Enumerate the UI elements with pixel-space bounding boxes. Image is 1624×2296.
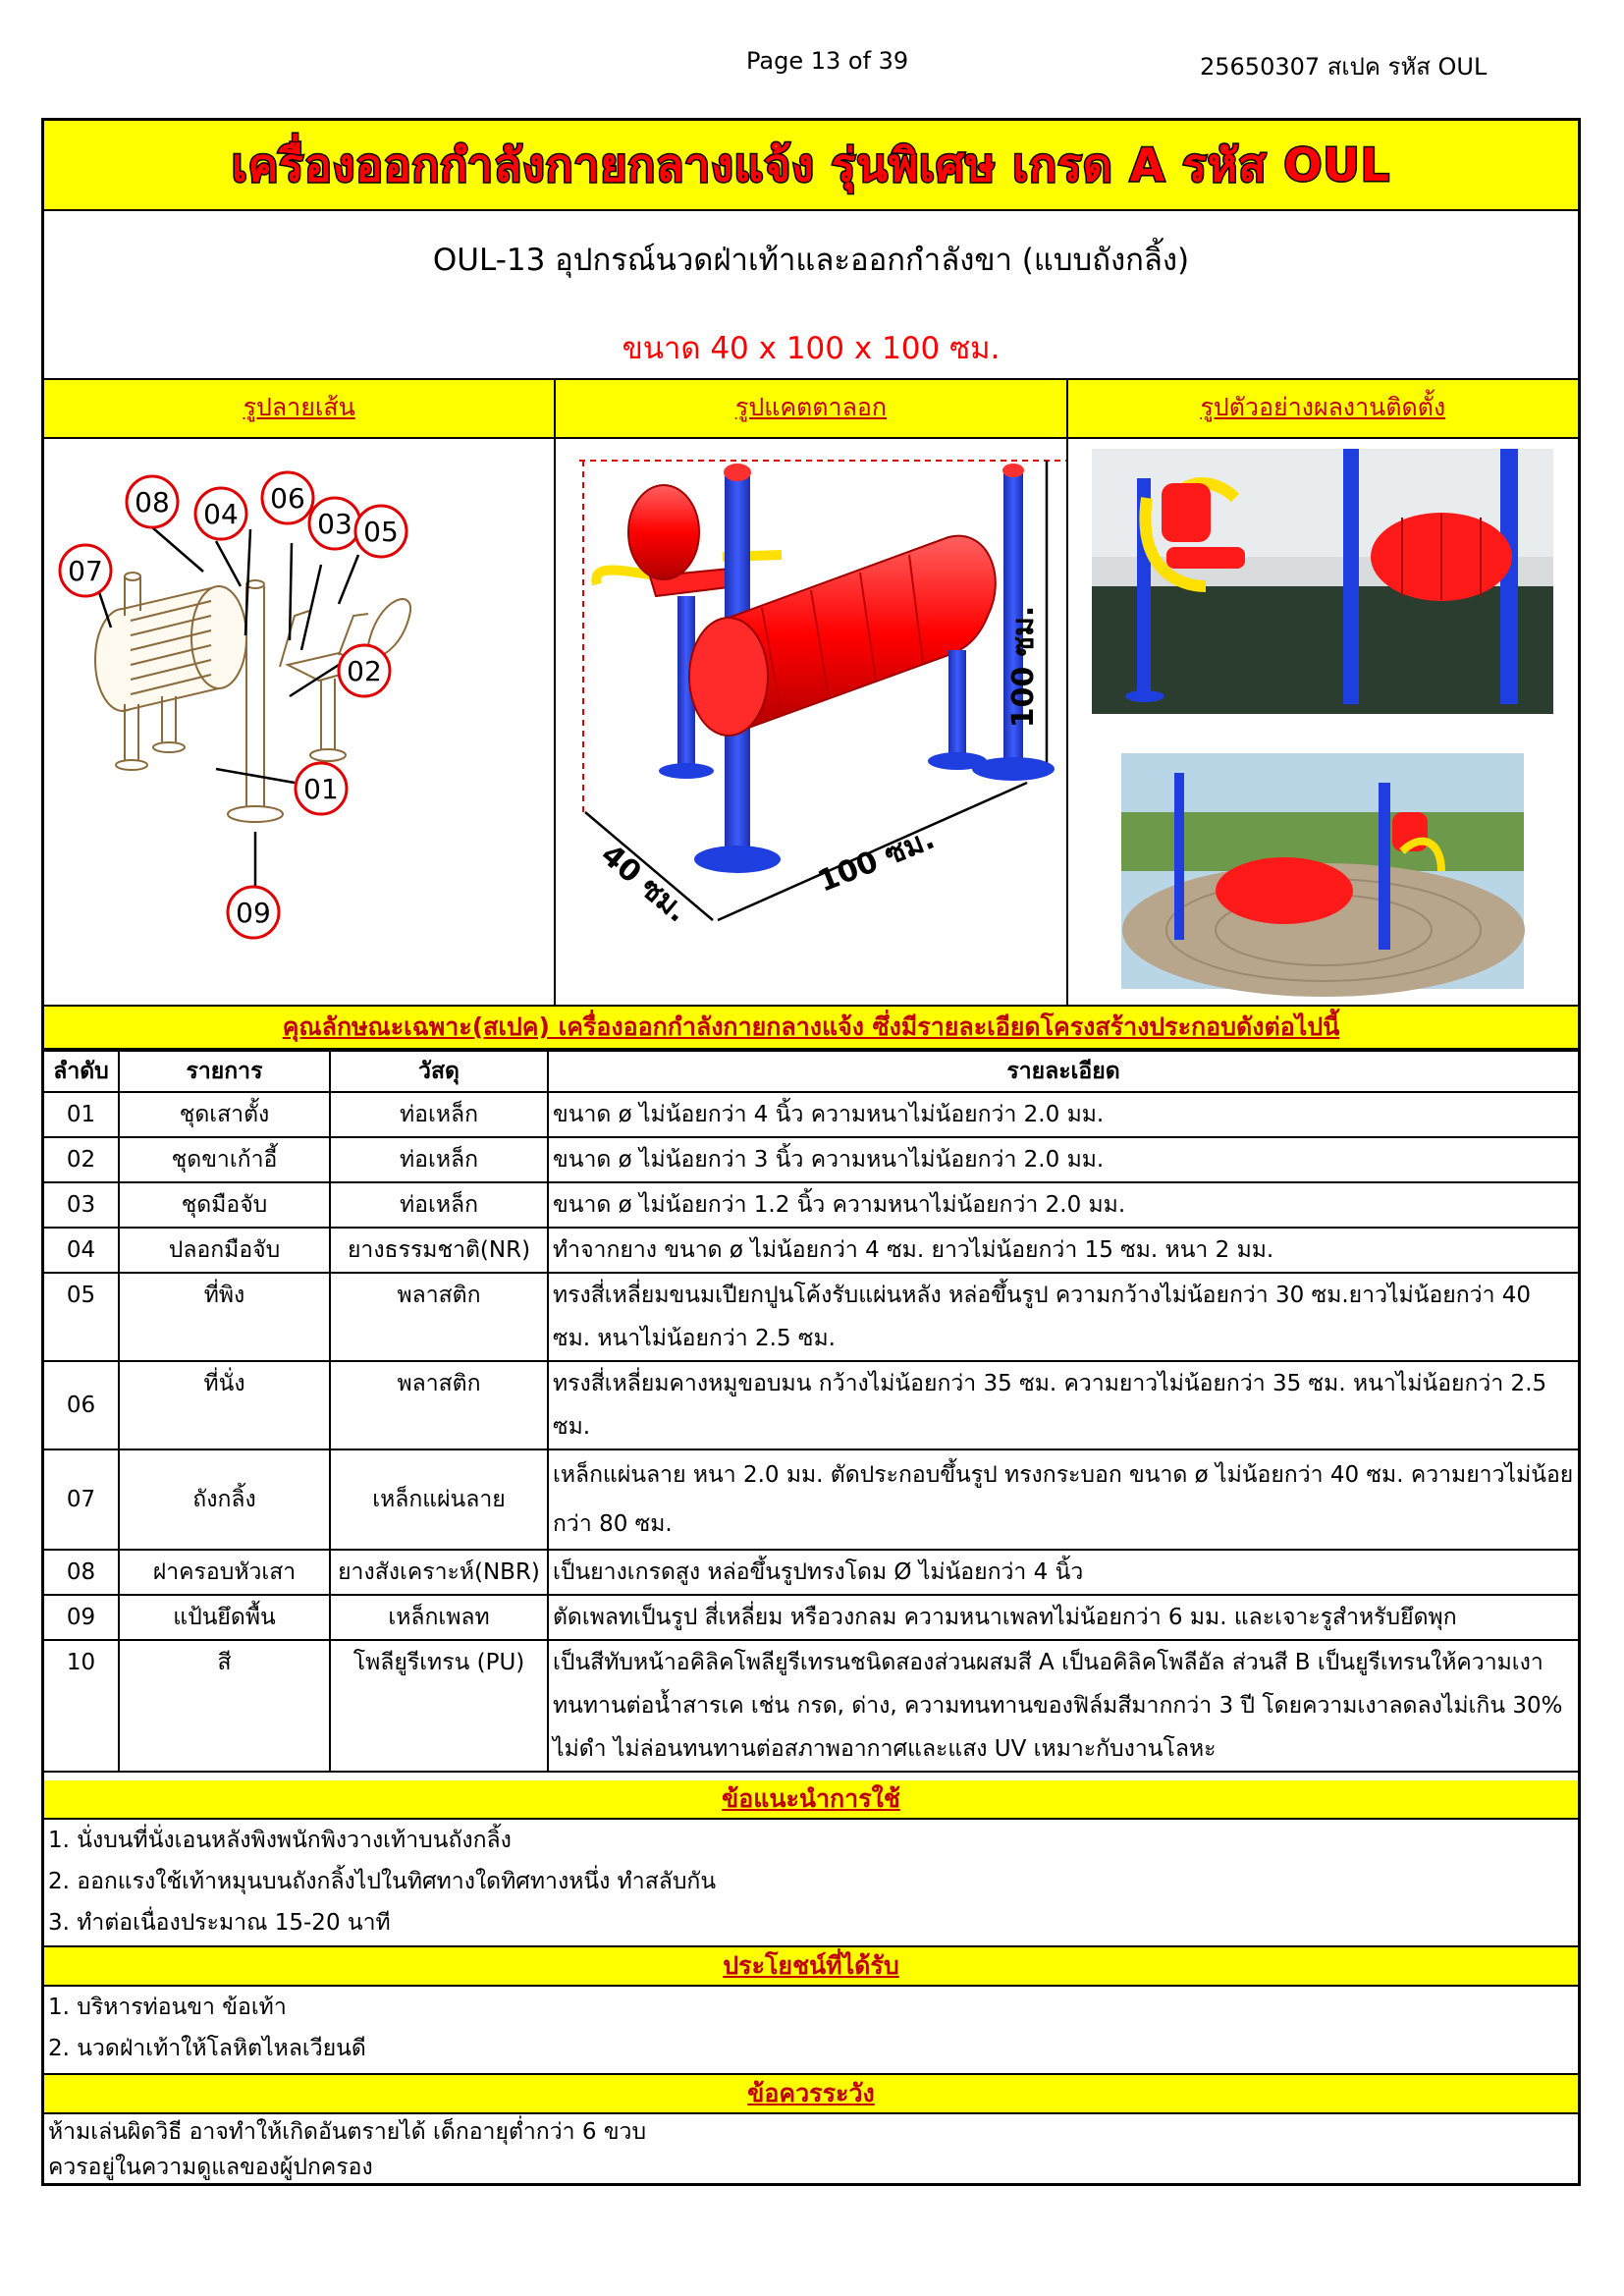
row-detail: ตัดเพลทเป็นรูป สี่เหลี่ยม หรือวงกลม ความหนาเพลทไม่น้อยกว่า 6 มม. และเจาะรูสำหรับยึดพุก <box>548 1595 1578 1640</box>
row-no: 08 <box>44 1550 119 1595</box>
row-detail: ทำจากยาง ขนาด ø ไม่น้อยกว่า 4 ซม. ยาวไม่น้อยกว่า 15 ซม. หนา 2 มม. <box>548 1228 1578 1273</box>
catalog-dim-depth: 40 ซม. <box>594 837 695 930</box>
benefits-heading: ประโยชน์ที่ได้รับ <box>44 1947 1578 1987</box>
table-row <box>44 1092 1578 1137</box>
drawing-label-02: 02 <box>347 655 382 687</box>
catalog-illustration <box>556 439 1066 1005</box>
table-row <box>44 1361 1578 1449</box>
row-material: โพลียูรีเทรน (PU) <box>330 1640 548 1772</box>
row-no: 03 <box>44 1182 119 1228</box>
row-material: พลาสติก <box>330 1273 548 1361</box>
row-material: เหล็กเพลท <box>330 1595 548 1640</box>
line-drawing-illustration <box>44 439 555 1005</box>
spec-table <box>44 1050 1578 1773</box>
row-no: 10 <box>44 1640 119 1772</box>
drawing-label-03: 03 <box>317 508 352 540</box>
drawing-label-01: 01 <box>303 773 339 805</box>
row-material: พลาสติก <box>330 1361 548 1449</box>
document-code: 25650307 สเปค รหัส OUL <box>1200 53 1488 81</box>
picture-row <box>44 439 1578 1007</box>
row-material: ท่อเหล็ก <box>330 1092 548 1137</box>
row-item: ชุดขาเก้าอี้ <box>119 1137 330 1182</box>
caution-list <box>44 2114 1578 2183</box>
spec-heading: คุณลักษณะเฉพาะ(สเปค) เครื่องออกกำลังกายกลางแจ้ง ซึ่งมีรายละเอียดโครงสร้างประกอบดังต่อไปนี้ <box>44 1007 1578 1050</box>
picture-headings <box>44 380 1578 439</box>
list-item: 2. ออกแรงใช้เท้าหมุนบนถังกลิ้งไปในทิศทางใดทิศทางหนึ่ง ทำสลับกัน <box>48 1869 717 1894</box>
usage-heading: ข้อแนะนำการใช้ <box>44 1780 1578 1820</box>
row-item: ชุดเสาตั้ง <box>119 1092 330 1137</box>
row-detail: ทรงสี่เหลี่ยมขนมเปียกปูนโค้งรับแผ่นหลัง หล่อขึ้นรูป ความกว้างไม่น้อยกว่า 30 ซม.ยาวไม่น้อยกว่า 40 ซม. หนาไม่น้อยกว่า 2.5 ซม. <box>548 1273 1578 1361</box>
banner-title: เครื่องออกกำลังกายกลางแจ้ง รุ่นพิเศษ เกรด A รหัส OUL <box>231 137 1391 191</box>
catalog-dim-height: 100 ซม. <box>1006 605 1042 729</box>
drawing-label-05: 05 <box>363 516 399 548</box>
benefits-list <box>44 1987 1578 2075</box>
row-no: 02 <box>44 1137 119 1182</box>
row-no: 04 <box>44 1228 119 1273</box>
row-no: 01 <box>44 1092 119 1137</box>
row-item: ปลอกมือจับ <box>119 1228 330 1273</box>
drawing-label-07: 07 <box>68 555 103 587</box>
table-row <box>44 1640 1578 1772</box>
spec-header-row <box>44 1051 1578 1092</box>
row-detail: ทรงสี่เหลี่ยมคางหมูขอบมน กว้างไม่น้อยกว่า 35 ซม. ความยาวไม่น้อยกว่า 35 ซม. หนาไม่น้อยกว่า 2.5 ซม. <box>548 1361 1578 1449</box>
catalog-heading: รูปแคตตาลอก <box>556 380 1067 437</box>
row-item: ถังกลิ้ง <box>119 1449 330 1550</box>
row-item: ชุดมือจับ <box>119 1182 330 1228</box>
table-row <box>44 1595 1578 1640</box>
row-material: เหล็กแผ่นลาย <box>330 1449 548 1550</box>
list-item: 1. บริหารท่อนขา ข้อเท้า <box>48 1995 287 2020</box>
table-row <box>44 1550 1578 1595</box>
product-title: OUL-13 อุปกรณ์นวดฝ่าเท้าและออกกำลังขา (แบบถังกลิ้ง) <box>432 243 1190 278</box>
row-detail: เป็นยางเกรดสูง หล่อขึ้นรูปทรงโดม Ø ไม่น้อยกว่า 4 นิ้ว <box>548 1550 1578 1595</box>
caution-heading: ข้อควรระวัง <box>44 2075 1578 2114</box>
col-material: วัสดุ <box>330 1051 548 1092</box>
row-no: 07 <box>44 1449 119 1550</box>
row-item: สี <box>119 1640 330 1772</box>
row-no: 06 <box>44 1361 119 1449</box>
table-row <box>44 1228 1578 1273</box>
col-item: รายการ <box>119 1051 330 1092</box>
product-size: ขนาด 40 x 100 x 100 ซม. <box>622 331 1001 366</box>
row-no: 05 <box>44 1273 119 1361</box>
table-row <box>44 1182 1578 1228</box>
row-detail: เป็นสีทับหน้าอคิลิคโพลียูรีเทรนชนิดสองส่วนผสมสี A เป็นอคิลิคโพลีอัล ส่วนสี B เป็นยูรีเทรนให้ความเงาทนทานต่อน้ำสารเค เช่น กรด, ด่าง, ความทนทานของฟิล์มสีมากกว่า 3 ปี โดยความเงาลดลงไม่เกิน 30% ไม่ดำ ไม่ล่อนทนทานต่อสภาพอากาศและแสง UV เหมาะกับงานโลหะ <box>548 1640 1578 1772</box>
catalog-dim-length: 100 ซม. <box>813 821 941 900</box>
row-detail: เหล็กแผ่นลาย หนา 2.0 มม. ตัดประกอบขึ้นรูป ทรงกระบอก ขนาด ø ไม่น้อยกว่า 40 ซม. ความยาวไม่น้อยกว่า 80 ซม. <box>548 1449 1578 1550</box>
install-heading: รูปตัวอย่างผลงานติดตั้ง <box>1200 393 1446 421</box>
drawing-label-06: 06 <box>270 482 305 515</box>
row-no: 09 <box>44 1595 119 1640</box>
row-item: แป้นยึดพื้น <box>119 1595 330 1640</box>
list-item: 1. นั่งบนที่นั่งเอนหลังพิงพนักพิงวางเท้าบนถังกลิ้ง <box>48 1828 512 1853</box>
banner <box>44 121 1578 211</box>
page-number: Page 13 of 39 <box>746 47 909 75</box>
row-item: ที่นั่ง <box>119 1361 330 1449</box>
row-material: ยางสังเคราะห์(NBR) <box>330 1550 548 1595</box>
row-detail: ขนาด ø ไม่น้อยกว่า 3 นิ้ว ความหนาไม่น้อยกว่า 2.0 มม. <box>548 1137 1578 1182</box>
col-detail: รายละเอียด <box>548 1051 1578 1092</box>
row-material: ท่อเหล็ก <box>330 1182 548 1228</box>
row-material: ท่อเหล็ก <box>330 1137 548 1182</box>
row-detail: ขนาด ø ไม่น้อยกว่า 1.2 นิ้ว ความหนาไม่น้อยกว่า 2.0 มม. <box>548 1182 1578 1228</box>
drawing-label-09: 09 <box>236 897 271 929</box>
table-row <box>44 1137 1578 1182</box>
install-photos <box>1068 439 1578 1005</box>
list-item: 3. ทำต่อเนื่องประมาณ 15-20 นาที <box>48 1910 391 1936</box>
product-title-box <box>44 211 1578 380</box>
row-item: ที่พิง <box>119 1273 330 1361</box>
list-item: ห้ามเล่นผิดวิธี อาจทำให้เกิดอันตรายได้ เด็กอายุต่ำกว่า 6 ขวบ <box>48 2119 647 2145</box>
row-material: ยางธรรมชาติ(NR) <box>330 1228 548 1273</box>
drawing-label-04: 04 <box>203 498 239 530</box>
col-no: ลำดับ <box>44 1051 119 1092</box>
install-photo-top <box>1068 439 1578 1005</box>
spec-sheet <box>41 118 1581 2186</box>
table-row <box>44 1273 1578 1361</box>
line-drawing <box>44 439 556 1005</box>
line-drawing-heading: รูปลายเส้น <box>44 380 556 437</box>
list-item: ควรอยู่ในความดูแลของผู้ปกครอง <box>48 2155 373 2180</box>
list-item: 2. นวดฝ่าเท้าให้โลหิตไหลเวียนดี <box>48 2036 366 2061</box>
row-item: ฝาครอบหัวเสา <box>119 1550 330 1595</box>
catalog-image <box>556 439 1067 1005</box>
row-detail: ขนาด ø ไม่น้อยกว่า 4 นิ้ว ความหนาไม่น้อยกว่า 2.0 มม. <box>548 1092 1578 1137</box>
table-row <box>44 1449 1578 1550</box>
drawing-label-08: 08 <box>135 486 170 519</box>
usage-list <box>44 1820 1578 1947</box>
